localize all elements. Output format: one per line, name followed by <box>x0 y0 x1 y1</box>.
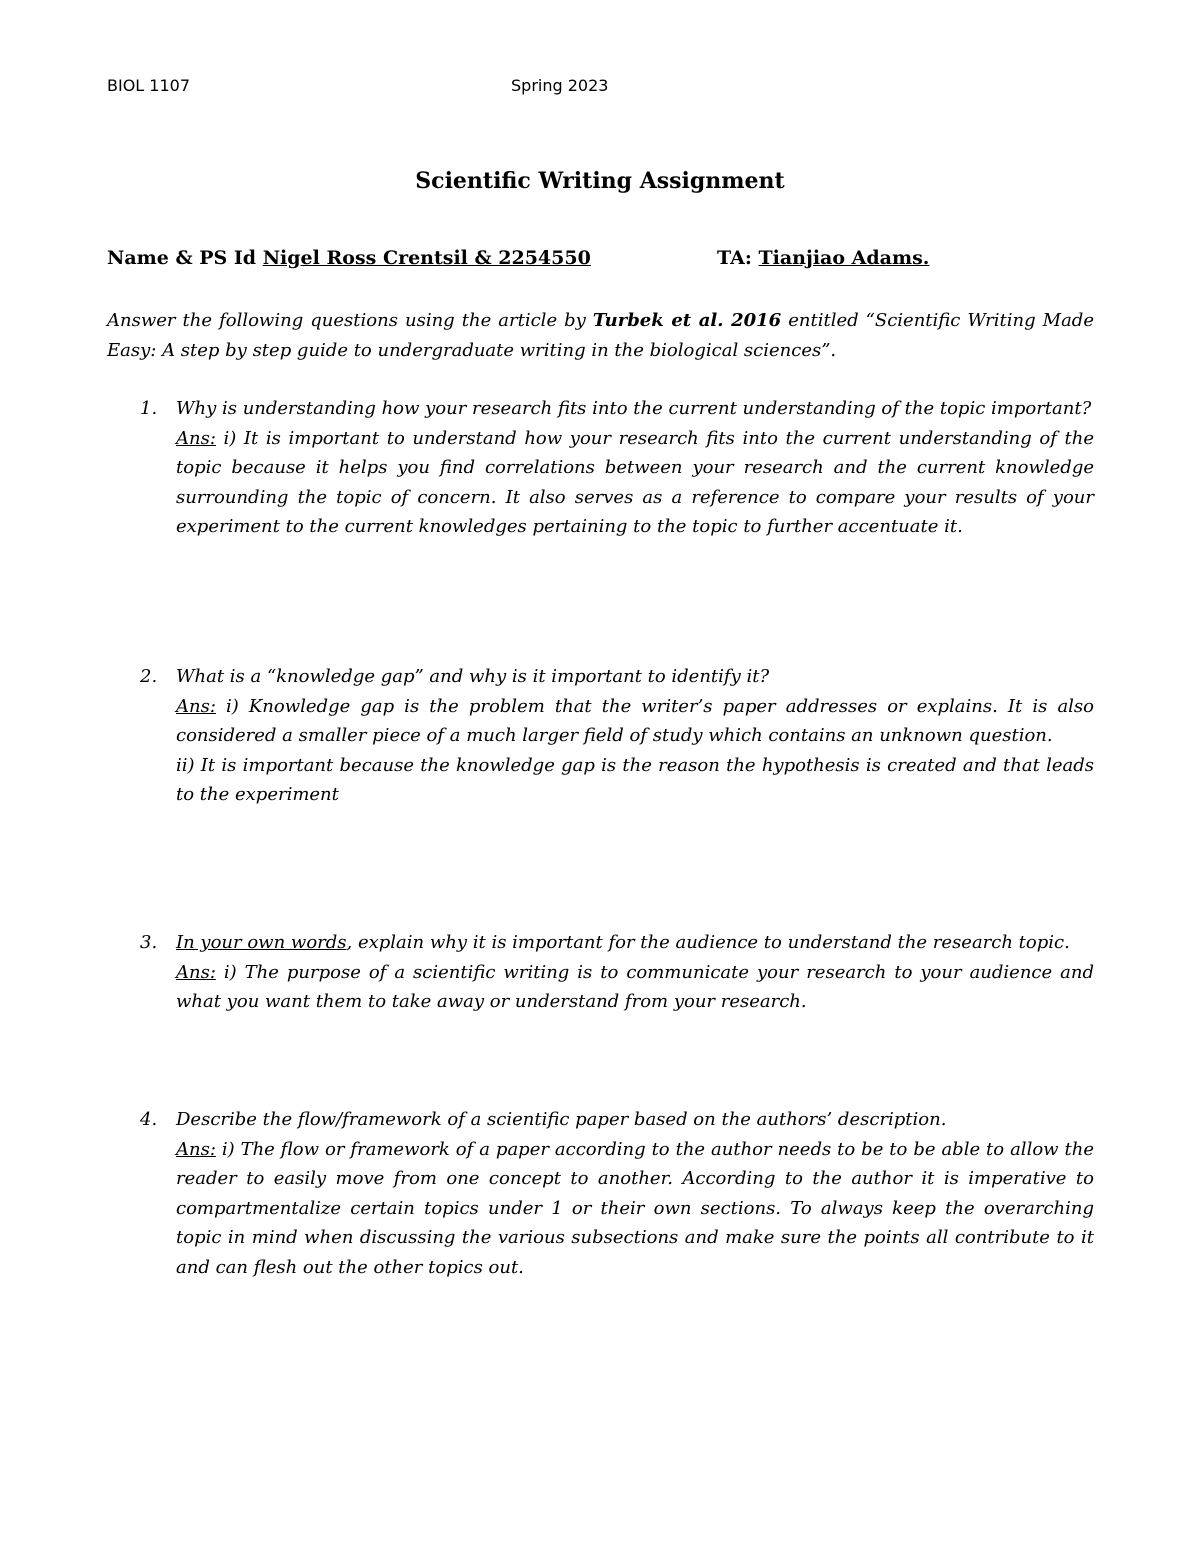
answer-text <box>176 1135 1094 1283</box>
answer-text <box>176 424 1094 542</box>
question-number: 3. <box>140 932 158 953</box>
answer-text <box>176 958 1094 1017</box>
answer-label: Ans: <box>176 427 216 449</box>
student-info <box>107 247 591 269</box>
course-code: BIOL 1107 <box>107 76 191 95</box>
student-label: Name & PS Id <box>107 247 257 269</box>
intro-citation: Turbek et al. 2016 <box>592 310 782 331</box>
question-emphasis: In your own words <box>176 932 347 953</box>
question-text: In your own words, explain why it is important for the audience to understand the research topic. <box>176 932 1070 953</box>
answer-part-2: ii) It is important because the knowledge gap is the reason the hypothesis is created and that leads to the experiment <box>176 754 1094 806</box>
question-item <box>140 1105 1094 1283</box>
question-text: Why is understanding how your research fits into the current understanding of the topic important? <box>176 398 1092 419</box>
ta-info <box>717 247 929 269</box>
answer-part: i) The purpose of a scientific writing is to communicate your research to your audience and what you want them to take away or understand from your research. <box>176 961 1094 1013</box>
answer-label: Ans: <box>176 961 216 983</box>
intro-after: entitled “Scientific Writing Made Easy: A step by step guide to undergraduate writing in the biological sciences”. <box>107 310 1094 361</box>
answer-text <box>176 692 1094 751</box>
answer-label: Ans: <box>176 1138 216 1160</box>
question-text: What is a “knowledge gap” and why is it important to identify it? <box>176 666 770 687</box>
answer-part: i) It is important to understand how your research fits into the current understanding of the topic because it helps you find correlations between your research and the current knowledge surrounding the topic of concern. It also serves as a reference to compare your results of your experiment to the current knowledges pertaining to the topic to further accentuate it. <box>176 427 1094 538</box>
page-title: Scientific Writing Assignment <box>415 168 785 194</box>
student-value: Nigel Ross Crentsil & 2254550 <box>262 247 591 269</box>
question-number: 4. <box>140 1109 158 1130</box>
answer-part: i) Knowledge gap is the problem that the writer’s paper addresses or explains. It is also considered a smaller piece of a much larger field of study which contains an unknown question. <box>176 695 1094 747</box>
ta-value: Tianjiao Adams. <box>758 247 930 269</box>
question-item <box>140 662 1094 810</box>
answer-label: Ans: <box>176 695 216 717</box>
question-item <box>140 394 1094 542</box>
question-text: Describe the flow/framework of a scientific paper based on the authors’ description. <box>176 1109 947 1130</box>
ta-label: TA: <box>717 247 752 269</box>
instructions <box>107 306 1094 366</box>
question-number: 2. <box>140 666 158 687</box>
intro-before: Answer the following questions using the article by <box>107 310 593 331</box>
answer-part: i) The flow or framework of a paper according to the author needs to be to be able to allow the reader to easily move from one concept to another. According to the author it is imperative to compartmentalize certain topics under 1 or their own sections. To always keep the overarching topic in mind when discussing the various subsections and make sure the points all contribute to it and can flesh out the other topics out. <box>176 1138 1094 1278</box>
question-item <box>140 928 1094 1017</box>
question-number: 1. <box>140 398 158 419</box>
term: Spring 2023 <box>511 76 609 95</box>
